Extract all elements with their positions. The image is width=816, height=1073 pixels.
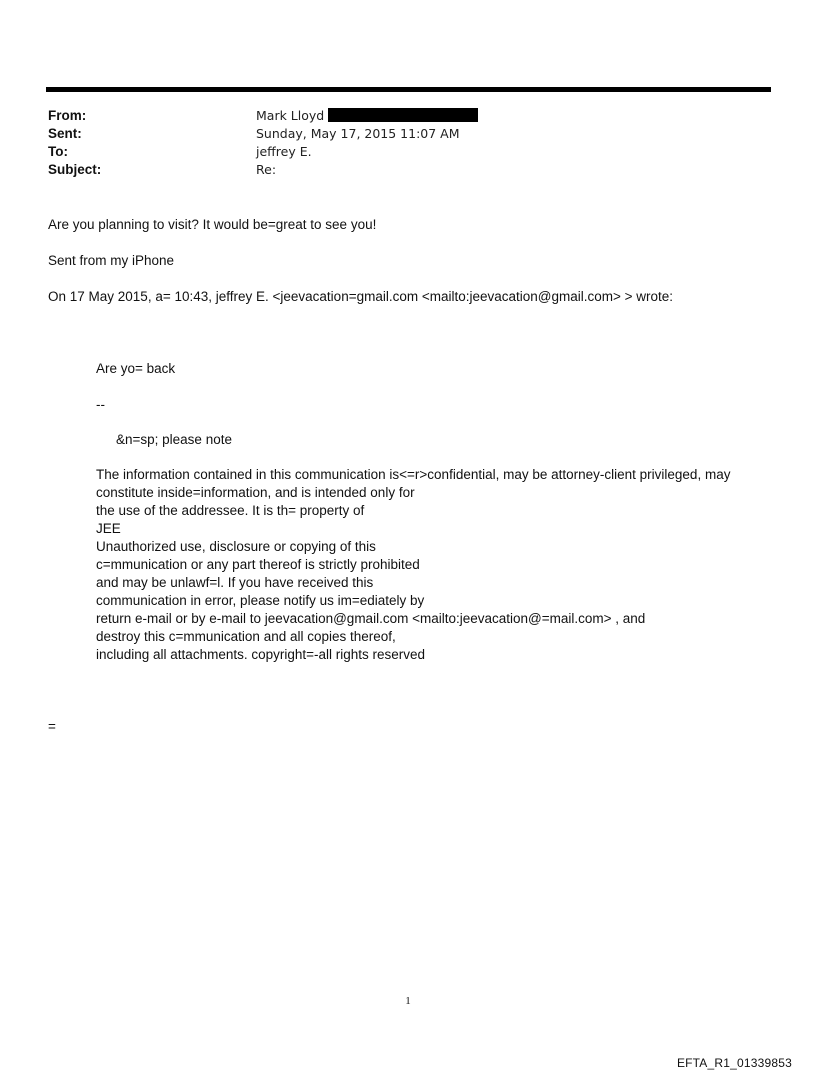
from-row xyxy=(48,107,768,125)
notice-line: Unauthorized use, disclosure or copying of this xyxy=(96,539,376,554)
trailing-equals: = xyxy=(48,719,56,734)
notice-line: c=mmunication or any part thereof is strictly prohibited xyxy=(96,557,420,572)
sender-name: Mark Lloyd xyxy=(256,108,325,123)
sent-value: Sunday, May 17, 2015 11:07 AM xyxy=(256,126,460,141)
email-header xyxy=(48,107,768,179)
redaction-bar xyxy=(328,108,478,122)
quoted-line-2: -- xyxy=(96,397,105,412)
sent-row xyxy=(48,125,768,143)
header-rule xyxy=(46,87,771,92)
notice-line: return e-mail or by e-mail to jeevacation@gmail.com <mailto:jeevacation@=mail.com> , and xyxy=(96,611,646,626)
to-label: To: xyxy=(48,144,68,159)
to-value: jeffrey E. xyxy=(256,144,312,159)
subject-label: Subject: xyxy=(48,162,102,177)
quoted-line-3: &n=sp; please note xyxy=(116,432,232,447)
notice-line: destroy this c=mmunication and all copies thereof, xyxy=(96,629,396,644)
page-number: 1 xyxy=(405,995,411,1007)
body-line-1: Are you planning to visit? It would be=great to see you! xyxy=(48,217,377,232)
from-label: From: xyxy=(48,108,87,123)
body-line-3: On 17 May 2015, a= 10:43, jeffrey E. <jeevacation=gmail.com <mailto:jeevacation@gmail.com> > wrote: xyxy=(48,289,674,304)
confidentiality-notice xyxy=(96,466,730,664)
notice-line: constitute inside=information, and is intended only for xyxy=(96,485,415,500)
notice-line: and may be unlawf=l. If you have received this xyxy=(96,575,374,590)
subject-value: Re: xyxy=(256,162,277,177)
sent-label: Sent: xyxy=(48,126,82,141)
notice-line: communication in error, please notify us im=ediately by xyxy=(96,593,425,608)
body-line-2: Sent from my iPhone xyxy=(48,253,175,268)
to-row xyxy=(48,143,768,161)
notice-line: including all attachments. copyright=-all rights reserved xyxy=(96,647,426,662)
from-value xyxy=(256,107,478,125)
quoted-line-1: Are yo= back xyxy=(96,361,176,376)
notice-line: JEE xyxy=(96,521,121,536)
notice-line: The information contained in this communication is<=r>confidential, may be attorney-client privileged, may xyxy=(96,467,731,482)
document-id: EFTA_R1_01339853 xyxy=(676,1056,792,1070)
notice-line: the use of the addressee. It is th= property of xyxy=(96,503,365,518)
subject-row xyxy=(48,161,768,179)
